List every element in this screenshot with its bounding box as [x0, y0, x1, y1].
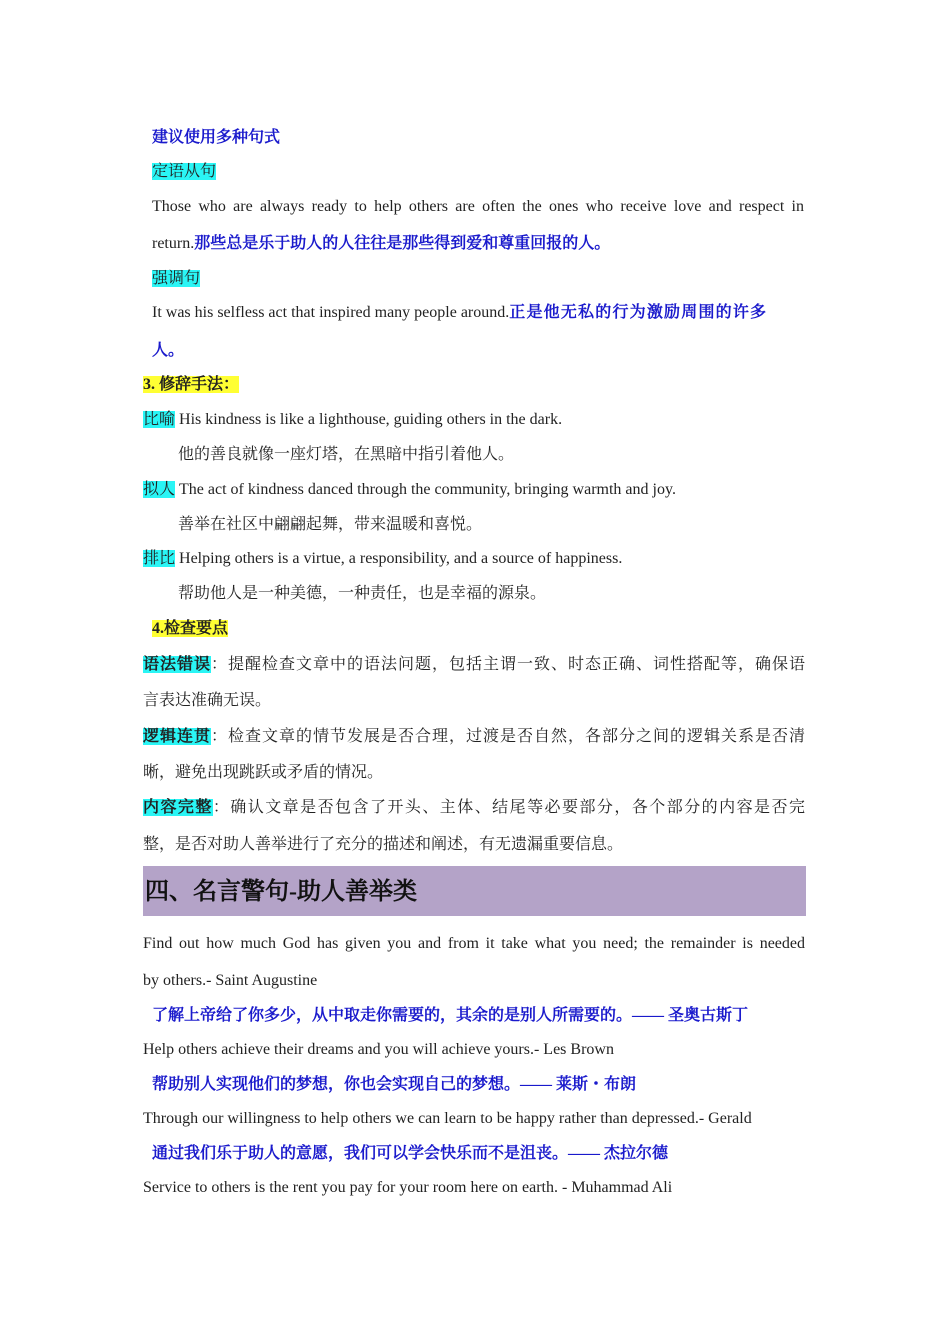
personification-english: The act of kindness danced through the community, bringing warmth and joy. [179, 481, 676, 498]
sentence-types-title: 建议使用多种句式 [152, 129, 281, 146]
attributive-clause-label [152, 161, 216, 183]
rhetoric-parallelism [143, 548, 622, 570]
check-grammar-line1 [143, 654, 805, 676]
content-text-line2: 整，是否对助人善举进行了充分的描述和阐述，有无遗漏重要信息。 [143, 836, 624, 853]
rhetoric-personification [143, 479, 676, 501]
emphatic-english: It was his selfless act that inspired many people around. [152, 304, 510, 321]
quote-2-chinese: 帮助别人实现他们的梦想，你也会实现自己的梦想。—— 莱斯・布朗 [152, 1076, 637, 1093]
attributive-example-english-line1: Those who are always ready to help others are often the ones who receive love and respect in [152, 198, 804, 215]
emphatic-label-text: 强调句 [152, 270, 201, 287]
quote-1-english-line1: Find out how much God has given you and from it take what you need; the remainder is needed [143, 935, 805, 952]
personification-label: 拟人 [143, 481, 176, 498]
rhetoric-title-text: 3. 修辞手法： [143, 376, 240, 393]
logic-label: 逻辑连贯 [143, 728, 211, 745]
quote-1-english-line2: by others.- Saint Augustine [143, 972, 318, 989]
quote-4-english: Service to others is the rent you pay for your room here on earth. - Muhammad Ali [143, 1179, 673, 1196]
check-logic-line1 [143, 726, 805, 748]
check-points-title [152, 618, 228, 640]
attributive-english-line2: return. [152, 235, 195, 252]
quote-3-chinese: 通过我们乐于助人的意愿，我们可以学会快乐而不是沮丧。—— 杰拉尔德 [152, 1145, 669, 1162]
content-text-line1: ：确认文章是否包含了开头、主体、结尾等必要部分，各个部分的内容是否完 [212, 799, 805, 816]
parallelism-chinese: 帮助他人是一种美德，一种责任，也是幸福的源泉。 [178, 585, 547, 602]
parallelism-english: Helping others is a virtue, a responsibility, and a source of happiness. [179, 550, 623, 567]
logic-text-line1: ：检查文章的情节发展是否合理，过渡是否自然，各部分之间的逻辑关系是否清 [211, 728, 805, 745]
rhetoric-simile [143, 409, 562, 431]
simile-english: His kindness is like a lighthouse, guiding others in the dark. [179, 411, 563, 428]
grammar-label: 语法错误 [143, 656, 211, 673]
emphatic-chinese-line2: 人。 [152, 342, 185, 359]
simile-label: 比喻 [143, 411, 176, 428]
content-label: 内容完整 [143, 799, 213, 816]
attributive-chinese-translation: 那些总是乐于助人的人往往是那些得到爱和尊重回报的人。 [194, 235, 611, 252]
parallelism-label: 排比 [143, 550, 176, 567]
personification-chinese: 善举在社区中翩翩起舞，带来温暖和喜悦。 [178, 516, 483, 533]
grammar-text-line1: ：提醒检查文章中的语法问题，包括主谓一致、时态正确、词性搭配等，确保语 [211, 656, 805, 673]
rhetoric-title [143, 374, 239, 396]
emphatic-sentence-label [152, 268, 200, 290]
simile-chinese: 他的善良就像一座灯塔，在黑暗中指引着他人。 [178, 446, 515, 463]
quote-3-english: Through our willingness to help others we can learn to be happy rather than depressed.- Gerald [143, 1110, 752, 1127]
emphatic-chinese-line1: 正是他无私的行为激励周围的许多 [509, 304, 768, 321]
attributive-label-text: 定语从句 [152, 163, 217, 180]
grammar-text-line2: 言表达准确无误。 [143, 692, 272, 709]
attributive-example-line2 [152, 233, 610, 255]
check-content-line1 [143, 797, 805, 819]
emphatic-example-line1 [152, 302, 767, 324]
quote-2-english: Help others achieve their dreams and you will achieve yours.- Les Brown [143, 1041, 614, 1058]
check-points-title-text: 4.检查要点 [152, 620, 229, 637]
logic-text-line2: 晰，避免出现跳跃或矛盾的情况。 [143, 764, 384, 781]
quote-1-chinese: 了解上帝给了你多少，从中取走你需要的，其余的是别人所需要的。—— 圣奥古斯丁 [152, 1007, 749, 1024]
quotes-heading: 四、名言警句-助人善举类 [145, 879, 417, 905]
